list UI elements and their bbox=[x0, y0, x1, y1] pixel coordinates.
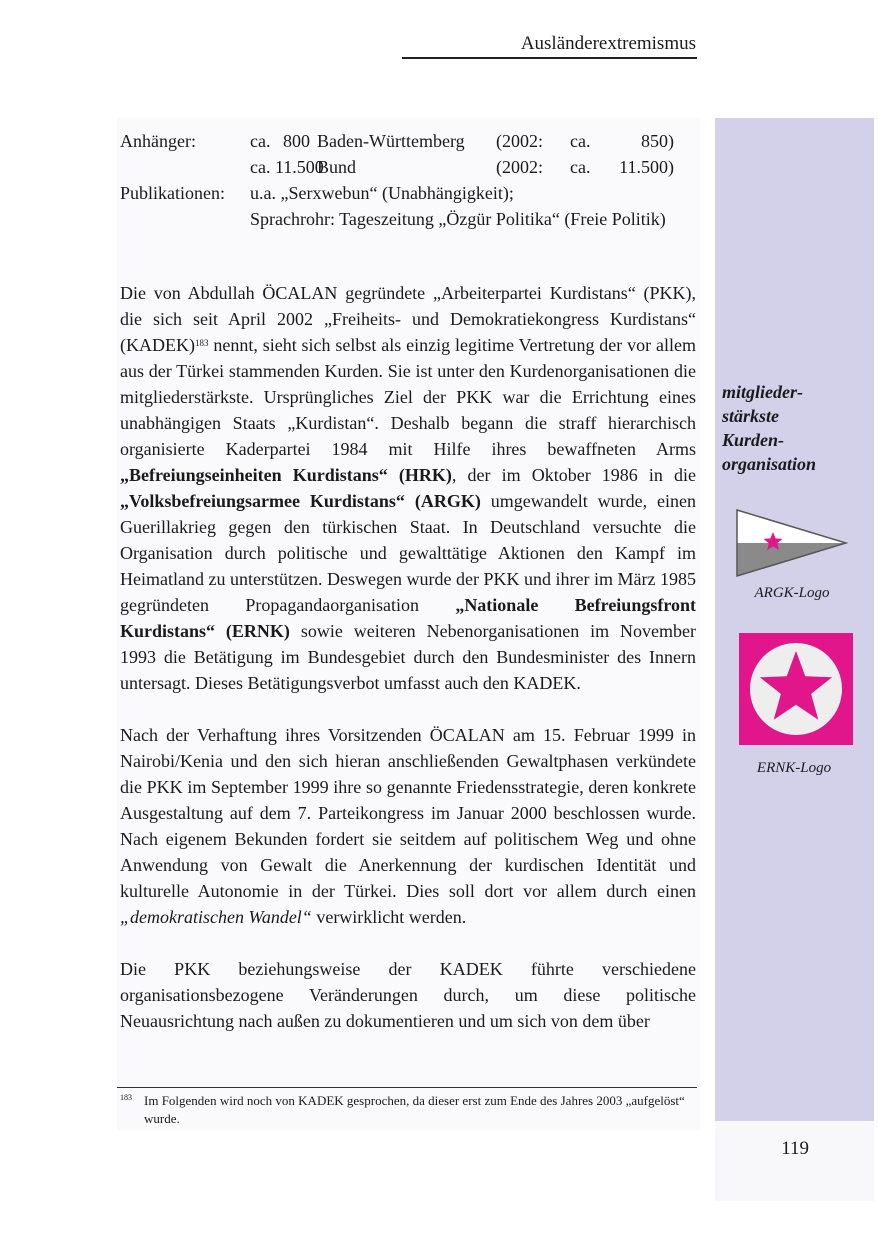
text-run: , der im Oktober 1986 in die bbox=[451, 465, 696, 485]
margin-note-line: Kurden- bbox=[722, 430, 785, 450]
footnote-reference: 183 bbox=[194, 338, 209, 348]
publication-serxwebun: u.a. „Serxwebun“ (Unabhängigkeit); bbox=[250, 183, 514, 203]
previous-count: 850) bbox=[641, 131, 674, 151]
body-text bbox=[120, 280, 696, 1034]
term-ernk: „Nationale Befreiungsfront Kurdistans“ (ERNK) bbox=[120, 595, 696, 641]
paragraph bbox=[120, 280, 696, 696]
supporters-count: 800 bbox=[283, 131, 310, 151]
ernk-logo-graphic bbox=[739, 633, 853, 745]
ernk-logo bbox=[739, 633, 853, 745]
organisation-facts bbox=[120, 128, 696, 232]
approx-label: ca. bbox=[250, 131, 271, 151]
paragraph: Die PKK beziehungsweise der KADEK führte verschiedene organisationsbezogene Veränderungen durch, um diese politische Neuausrichtung nach außen zu dokumentieren und um sich von dem über bbox=[120, 959, 696, 1031]
publications-row bbox=[120, 180, 696, 206]
text-run: Die von Abdullah ÖCALAN gegründete „Arbeiterpartei Kurdistans“ (PKK), die sich seit April 2002 „Freiheits- und Demokratiekongress Kurdistans“ (KADEK) bbox=[120, 283, 696, 355]
text-run: umgewandelt wurde, einen Guerillakrieg gegen den türkischen Staat. In Deutschland versuchte die Organisation durch politische und gewalttätige Aktionen den Kampf im Heimatland zu unterstützen. Deswegen wurde der PKK und ihrer im März 1985 gegründeten Propagandaorganisation bbox=[120, 491, 697, 615]
argk-pennant-logo bbox=[734, 507, 848, 579]
supporters-count: ca. 11.500 bbox=[250, 157, 324, 177]
footnote-text: Im Folgenden wird noch von KADEK gesprochen, da dieser erst zum Ende des Jahres 2003 „aufgelöst“ wurde. bbox=[144, 1093, 685, 1126]
paragraph bbox=[120, 722, 696, 930]
term-hrk: „Befreiungseinheiten Kurdistans“ (HRK) bbox=[120, 465, 452, 485]
approx-label: ca. bbox=[570, 131, 591, 151]
footnote-mark: 183 bbox=[120, 1093, 132, 1102]
margin-note-line: organisation bbox=[722, 454, 817, 474]
page-number-box bbox=[715, 1121, 874, 1201]
previous-year-label: (2002: bbox=[496, 131, 543, 151]
supporters-row-bund bbox=[120, 154, 696, 180]
supporters-row-bw bbox=[120, 128, 696, 154]
text-run: verwirklicht werden. bbox=[311, 907, 467, 927]
text-run: Nach der Verhaftung ihres Vorsitzenden ÖCALAN am 15. Februar 1999 in Nairobi/Kenia und den sich hieran anschließenden Gewaltphasen verkündete die PKK im September 1999 ihre so genannte Friedensstrategie, deren konkrete Ausgestaltung auf dem 7. Parteikongress im Januar 2000 beschlossen wurde. Nach eigenem Bekunden fordert sie seitdem auf politischem Weg und ohne Anwendung von Gewalt die Anerkennung der kurdischen Identität und kulturelle Autonomie in der Türkei. Dies soll dort vor allem durch einen bbox=[120, 725, 696, 901]
previous-count: 11.500) bbox=[619, 157, 674, 177]
term-argk: „Volksbefreiungsarmee Kurdistans“ (ARGK) bbox=[120, 491, 481, 511]
supporters-region: Baden-Württemberg bbox=[317, 131, 465, 151]
argk-logo-caption: ARGK-Logo bbox=[754, 585, 830, 601]
page-number: 119 bbox=[781, 1138, 809, 1159]
running-header: Ausländerextremismus bbox=[520, 33, 696, 54]
margin-note-line: mitglieder- bbox=[722, 382, 803, 402]
header-rule bbox=[402, 57, 697, 59]
margin-note-line: stärkste bbox=[722, 406, 780, 426]
margin-note bbox=[722, 380, 862, 476]
previous-year-label: (2002: bbox=[496, 157, 543, 177]
supporters-label: Anhänger: bbox=[120, 131, 196, 151]
text-run: sowie weiteren Nebenorganisationen im November 1993 die Betätigung im Bundesgebiet durch den Bundesminister des Innern untersagt. Dieses Betätigungsverbot umfasst auch den KADEK. bbox=[120, 621, 696, 693]
approx-label: ca. bbox=[570, 157, 591, 177]
quoted-term: „demokratischen Wandel“ bbox=[120, 907, 312, 927]
publication-mouthpiece: Sprachrohr: Tageszeitung „Özgür Politika“ (Freie Politik) bbox=[250, 209, 666, 229]
footnote bbox=[120, 1092, 696, 1128]
footnote-rule bbox=[117, 1087, 697, 1088]
ernk-logo-caption: ERNK-Logo bbox=[756, 760, 832, 776]
text-run: nennt, sieht sich selbst als einzig legitime Vertretung der vor allem aus der Türkei stammenden Kurden. Sie ist unter den Kurdenorganisationen die mitgliederstärkste. Ursprüngliches Ziel der PKK war die Errichtung eines unabhängigen Staats „Kurdistan“. Deshalb begann die straff hierarchisch organisierte Kaderpartei 1984 mit Hilfe ihres bewaffneten Arms bbox=[120, 335, 696, 459]
publications-label: Publikationen: bbox=[120, 183, 225, 203]
margin-sidebar bbox=[715, 118, 874, 1121]
supporters-region: Bund bbox=[317, 157, 357, 177]
